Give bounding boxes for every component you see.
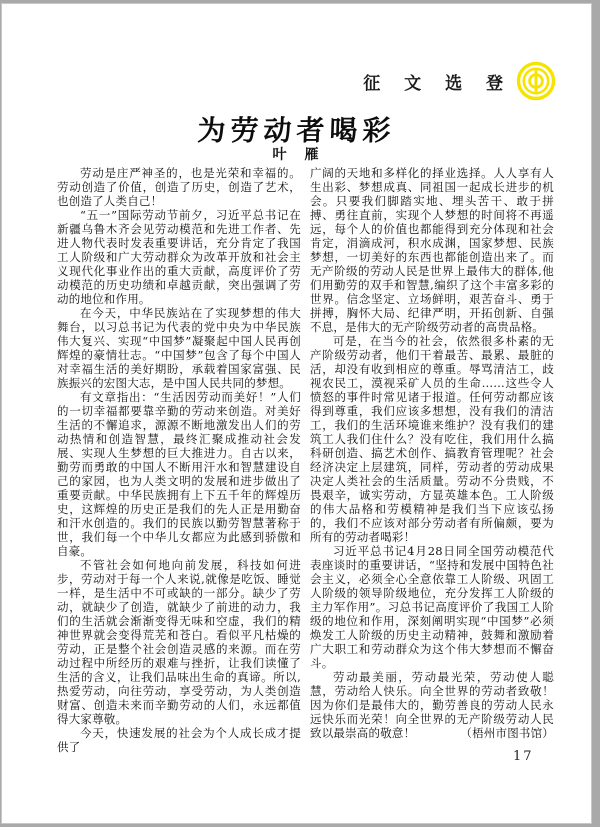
right-column bbox=[310, 166, 554, 754]
paragraph: 广阔的天地和多样化的择业选择。人人享有人生出彩、梦想成真、同祖国一起成长进步的机会。只要我们脚踏实地、埋头苦干、敢于拼搏、勇往直前，实现个人梦想的时间将不再遥远，每个人的价值也都能得到充分体现和社会肯定，涓滴成河，积水成渊，国家梦想、民族梦想，一切美好的东西也都能创造出来了。而无产阶级的劳动人民是世界上最伟大的群体,他们用勤劳的双手和智慧,编织了这个丰富多彩的世界。信念坚定、立场鲜明，艰苦奋斗、勇于拼搏，胸怀大局、纪律严明，开拓创新、自强不息，是伟大的无产阶级劳动者的高贵品格。 bbox=[310, 166, 554, 334]
paragraph: 在今天，中华民族站在了实现梦想的伟大舞台，以习总书记为代表的党中央为中华民族伟大复兴、实现“中国梦”凝聚起中国人民再创辉煌的豪情壮志。“中国梦”包含了每个中国人对幸福生活的美好期盼，承载着国家富强、民族振兴的宏图大志，是中国人民共同的梦想。 bbox=[57, 306, 301, 390]
paragraph: 劳动是庄严神圣的，也是光荣和幸福的。劳动创造了价值，创造了历史，创造了艺术，也创造了人类自己！ bbox=[57, 166, 301, 208]
article-author: 叶 雁 bbox=[272, 147, 321, 163]
section-label: 征 文 选 登 bbox=[363, 73, 512, 94]
paragraph: 今天，快速发展的社会为个人成长成才提供了 bbox=[57, 726, 301, 754]
trade-union-emblem-icon bbox=[516, 61, 556, 101]
paragraph: 不管社会如何地向前发展，科技如何进步，劳动对于每一个人来说,就像是吃饭、睡觉一样，是生活中不可或缺的一部分。缺少了劳动，就缺少了创造，就缺少了前进的动力，我们的生活就会渐渐变得无味和空虚，我们的精神世界就会变得荒芜和苍白。看似平凡枯燥的劳动，正是整个社会创造灵感的来源。而在劳动过程中所经历的艰难与挫折，让我们读懂了生活的含义，让我们品味出生命的真谛。所以,热爱劳动，向往劳动，享受劳动，为人类创造财富、创造未来而辛勤劳动的人们，永远都值得大家尊敬。 bbox=[57, 558, 301, 726]
paragraph: 可是，在当今的社会，依然很多朴素的无产阶级劳动者，他们干着最苦、最累、最脏的活，却没有收到相应的尊重。辱骂清洁工，歧视农民工，漠视采矿人员的生命……这些令人愤怒的事件时常见诸于报道。任何劳动都应该得到尊重，我们应该多想想，没有我们的清洁工，我们的生活环境谁来维护？没有我们的建筑工人我们住什么？没有吃住，我们用什么搞科研创造、搞艺术创作、搞教育管理呢？社会经济决定上层建筑，同样，劳动者的劳动成果决定人类社会的生活质量。劳动不分贵贱，不畏艰辛，诚实劳动，方显英雄本色。工人阶级的伟大品格和劳模精神是我们当下应该弘扬的，我们不应该对部分劳动者有所偏颇，要为所有的劳动者喝彩！ bbox=[310, 334, 554, 544]
paragraph: 劳动最美丽，劳动最光荣，劳动使人聪慧，劳动给人快乐。向全世界的劳动者致敬！因为你们是最伟大的，勤劳善良的劳动人民永远快乐而光荣！向全世界的无产阶级劳动人民致以最崇高的敬意！ （梧州市图书馆） bbox=[310, 670, 554, 740]
article-title: 为劳动者喝彩 bbox=[196, 114, 397, 147]
page-number: 17 bbox=[513, 749, 534, 764]
paragraph: 有文章指出：“生活因劳动而美好！”人们的一切幸福都要靠辛勤的劳动来创造。对美好生活的不懈追求，源源不断地激发出人们的劳动热情和创造智慧，最终汇聚成推动社会发展、实现人生梦想的巨大推进力。自古以来，勤劳而勇敢的中国人不断用汗水和智慧建设自己的家园，也为人类文明的发展和进步做出了重要贡献。中华民族拥有上下五千年的辉煌历史，这辉煌的历史正是我们的先人正是用勤奋和汗水创造的。我们的民族以勤劳智慧著称于世，我们每一个中华儿女都应为此感到骄傲和自豪。 bbox=[57, 390, 301, 558]
attribution: （梧州市图书馆） bbox=[460, 726, 554, 740]
left-column bbox=[57, 166, 301, 754]
paragraph: “五一”国际劳动节前夕，习近平总书记在新疆乌鲁木齐会见劳动模范和先进工作者、先进人物代表时发表重要讲话，充分肯定了我国工人阶级和广大劳动群众为改革开放和社会主义现代化事业作出的重大贡献，高度评价了劳动模范的历史功绩和卓越贡献，突出强调了劳动的地位和作用。 bbox=[57, 208, 301, 306]
article-body bbox=[57, 166, 554, 754]
page bbox=[1, 3, 592, 824]
paragraph: 习近平总书记4月28日同全国劳动模范代表座谈时的重要讲话，“坚持和发展中国特色社会主义，必须全心全意依靠工人阶级、巩固工人阶级的领导阶级地位，充分发挥工人阶级的主力军作用”。习总书记高度评价了我国工人阶级的地位和作用，深刻阐明实现“中国梦”必须焕发工人阶级的历史主动精神，鼓舞和激励着广大职工和劳动群众为这个伟大梦想而不懈奋斗。 bbox=[310, 544, 554, 670]
header bbox=[363, 61, 556, 101]
